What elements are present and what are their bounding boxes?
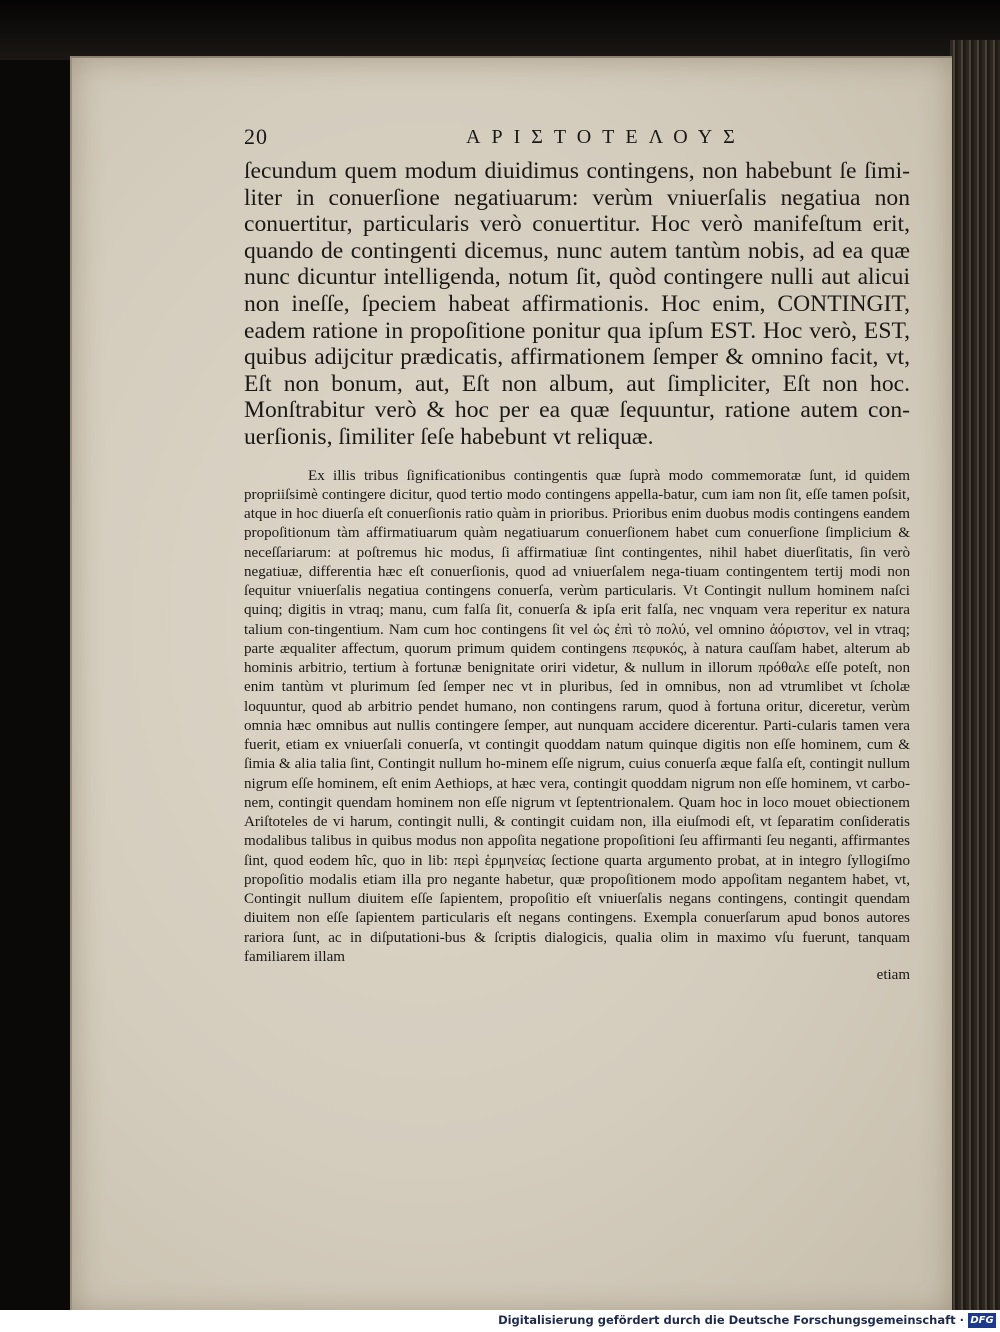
funding-notice: Digitalisierung gefördert durch die Deutsche Forschungsgemeinschaft · <box>498 1313 964 1327</box>
running-head: ΑΡΙΣΤΟΤΕΛΟΥΣ <box>466 126 746 148</box>
book-page <box>70 56 952 1314</box>
scan-top-margin <box>0 0 1000 60</box>
main-text-block <box>244 158 910 451</box>
page-header <box>244 124 910 158</box>
book-edge <box>950 40 1000 1310</box>
dfg-logo-icon: DFG <box>968 1313 996 1328</box>
page-content <box>244 124 910 984</box>
commentary-paragraph: Ex illis tribus ſignificationibus contingentis quæ ſuprà modo commemoratæ ſunt, id quidem propriiſsimè contingere dicitur, quod tertio modo contingens appella-batur, cum iam non ſit, eſſe tamen poſsit, atque in hoc diuerſa eſt conuerſionis ratio quàm in prioribus. Prioribus enim duobus modis contingens eandem propoſitionum tàm affirmatiuarum quàm negatiuarum conuerſionem habet cum conuerſione ſimplicium & neceſſariarum: at poſtremus hic modus, ſi affirmatiuæ ſint contingentes, nihil habet diuerſitatis, ſin verò negatiuæ, differentia hæc eſt conuerſionis, quod ad vniuerſalem nega-tiuam contingentem tertij modi non ſequitur vniuerſalis negatiua contingens conuerſa, verùm particularis. Vt Contingit nullum hominem naſci quinq; digitis in vtraq; manu, cum falſa ſit, conuerſa & ipſa erit falſa, nec vnquam vera reperitur ex natura talium con-tingentium. Nam cum hoc contingens ſit vel ὡς ἐπὶ τὸ πολύ, vel omnino ἀόριστον, vel in vtraq; parte æqualiter affectum, quorum primum quidem contingens πεφυκός, à natura cauſſam habet, alterum ab hominis arbitrio, tertium à fortunæ benignitate oriri videtur, & nullum in illorum πρόθαλε eſſe poteſt, non enim tantùm vt plurimum ſed ſemper nec vt in pluribus, ſed in omnibus, non ad vtrumlibet vt ſcholæ loquuntur, quod ab arbitrio pendet humano, non contingens rarum, quod à fortuna oritur, diceretur, verùm omnia hæc omnibus aut nullis contingere ſemper, aut nunquam accidere dicerentur. Parti-cularis tamen vera fuerit, etiam ex vniuerſali conuerſa, vt contingit quoddam natum quinque digitis non eſſe hominem, cum & ſimia & alia talia ſint, Contingit nullum ho-minem eſſe nigrum, cuius conuerſa æque falſa eſt, contingit nullum nigrum eſſe hominem, eſt enim Aethiops, at hæc vera, contingit quoddam nigrum non eſſe hominem, vt carbo-nem, contingit quendam hominem non eſſe nigrum vt ſeptentrionalem. Quam hoc in loco mouet obiectionem Ariſtoteles de vi harum, contingit nulli, & contingit cuidam non, illa eiuſmodi eſt, vt ſeparatim conſideratis modalibus talibus in quibus modus non appoſita negatione propoſitioni ſeu affirmanti ſeu neganti, affirmantes ſint, quod eodem hîc, quo in lib: περὶ ἑρμηνείας ſectione quarta argumento probat, at in integro ſyllogiſmo propoſitio modalis etiam illa pro negante habetur, quæ propoſitionem modo appoſitam negantem habet, vt, Contingit nullum diuitem eſſe ſapientem, propoſitio eſt vniuerſalis negans contingens, contingit quendam diuitem non eſſe ſapientem particularis eſt negans contingens. Exempla conuerſarum apud bonos autores rariora ſunt, ac in diſputationi-bus & ſcriptis dialogicis, qualia olim in maximo vſu fuerunt, tanquam familiarem illam <box>244 467 910 965</box>
catchword: etiam <box>876 967 910 984</box>
page-number: 20 <box>244 124 268 149</box>
main-text-paragraph: ſecundum quem modum diuidimus contingens, non habebunt ſe ſimi-liter in conuerſione negatiuarum: verùm vniuerſalis negatiua non conuertitur, particularis verò conuertitur. Hoc verò manifeſtum erit, quando de contingenti dicemus, nunc autem tantùm nobis, ad ea quæ nunc dicuntur intelligenda, notum ſit, quòd contingere nulli aut alicui non ineſſe, ſpeciem habeat affirmationis. Hoc enim, CONTINGIT, eadem ratione in propoſitione ponitur qua ipſum EST. Hoc verò, EST, quibus adijcitur prædicatis, affirmationem ſemper & omnino facit, vt, Eſt non bonum, aut, Eſt non album, aut ſimpliciter, Eſt non hoc. Monſtrabitur verò & hoc per ea quæ ſequuntur, ratione autem con-uerſionis, ſimiliter ſeſe habebunt vt reliquæ. <box>244 158 910 450</box>
commentary-block <box>244 467 910 968</box>
footer-bar <box>0 1310 1000 1332</box>
